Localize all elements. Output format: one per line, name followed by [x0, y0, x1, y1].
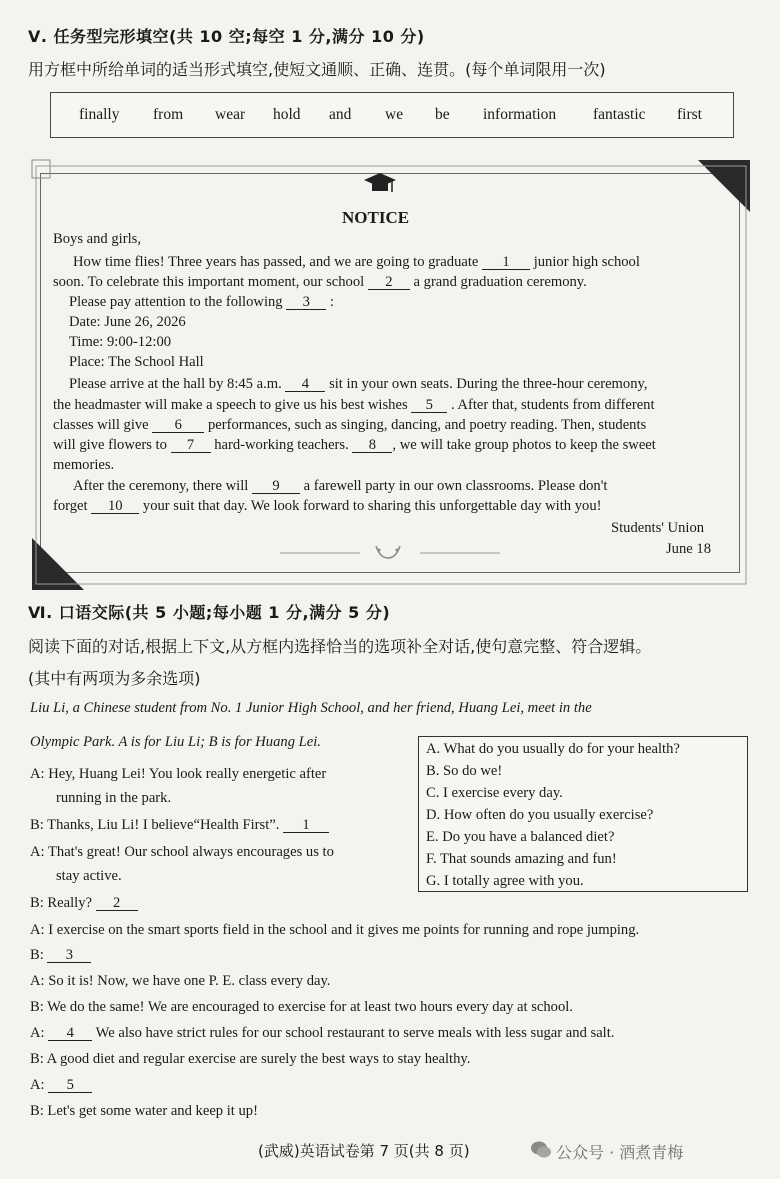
word-item: wear	[215, 106, 246, 123]
wechat-icon	[530, 1140, 552, 1160]
text: the headmaster will make a speech to give us his best wishes	[53, 397, 408, 413]
blank-1: 1	[482, 255, 530, 270]
notice-line	[73, 478, 607, 495]
text: How time flies! Three years has passed, and we are going to graduate	[73, 254, 479, 270]
notice-date: Date: June 26, 2026	[69, 314, 186, 330]
text: hard-working teachers.	[214, 437, 349, 453]
text: a grand graduation ceremony.	[413, 274, 587, 290]
blank-4: 4	[285, 377, 325, 392]
word-item: first	[677, 106, 702, 123]
blank-10: 10	[91, 499, 139, 514]
word-item: fantastic	[593, 106, 646, 123]
dialogue-line: running in the park.	[56, 790, 172, 806]
notice-place: Place: The School Hall	[69, 354, 204, 370]
dialogue-line: A: Hey, Huang Lei! You look really energetic after	[30, 766, 327, 782]
notice-line	[73, 254, 640, 271]
notice-line	[53, 417, 646, 434]
notice-date-signed: June 18	[666, 541, 711, 557]
blank-d4: 4	[48, 1026, 92, 1041]
text: a farewell party in our own classrooms. Please don't	[303, 478, 608, 494]
blank-8: 8	[352, 438, 392, 453]
notice-line	[53, 397, 655, 414]
word-item: be	[435, 106, 450, 123]
option-e: E. Do you have a balanced diet?	[426, 829, 615, 845]
text: A:	[30, 1077, 45, 1093]
text: . After that, students from different	[450, 397, 655, 413]
dialogue-line	[30, 1025, 614, 1042]
text: sit in your own seats. During the three-hour ceremony,	[329, 376, 648, 392]
text: :	[329, 294, 334, 310]
section5-instruction: 用方框中所给单词的适当形式填空,使短文通顺、正确、连贯。(每个单词限用一次)	[28, 60, 606, 79]
notice-line: memories.	[53, 457, 115, 473]
notice-line	[69, 376, 648, 393]
dialogue-line: B: We do the same! We are encouraged to exercise for at least two hours every day at school.	[30, 999, 573, 1015]
text: A:	[30, 1025, 45, 1041]
text: B: Really?	[30, 895, 93, 911]
blank-9: 9	[252, 479, 300, 494]
notice-line	[69, 294, 334, 311]
text: junior high school	[533, 254, 640, 270]
blank-d2: 2	[96, 896, 138, 911]
text: After the ceremony, there will	[73, 478, 249, 494]
page-footer: (武威)英语试卷第 7 页(共 8 页)	[258, 1142, 470, 1160]
text: , we will take group photos to keep the sweet	[392, 437, 656, 453]
notice-signature: Students' Union	[611, 520, 705, 536]
text: We also have strict rules for our school restaurant to serve meals with less sugar and salt.	[95, 1025, 615, 1041]
option-f: F. That sounds amazing and fun!	[426, 851, 617, 867]
text: will give flowers to	[53, 437, 167, 453]
word-item: hold	[273, 106, 301, 123]
blank-d3: 3	[47, 948, 91, 963]
dialogue-line: A: I exercise on the smart sports field in the school and it gives me points for running and rope jumping.	[30, 922, 640, 938]
blank-d1: 1	[283, 818, 329, 833]
dialogue-intro: Liu Li, a Chinese student from No. 1 Junior High School, and her friend, Huang Lei, meet in the	[30, 700, 592, 716]
word-item: we	[385, 106, 404, 123]
dialogue-line: A: So it is! Now, we have one P. E. class every day.	[30, 973, 331, 989]
graduation-cap-icon	[362, 170, 398, 196]
blank-d5: 5	[48, 1078, 92, 1093]
notice-time: Time: 9:00-12:00	[69, 334, 172, 350]
option-g: G. I totally agree with you.	[426, 873, 584, 889]
word-item: information	[483, 106, 557, 123]
notice-line	[53, 437, 656, 454]
section6-instruction: 阅读下面的对话,根据上下文,从方框内选择恰当的选项补全对话,使句意完整、符合逻辑。	[28, 637, 652, 656]
notice-greeting: Boys and girls,	[53, 231, 141, 247]
text: your suit that day. We look forward to sharing this unforgettable day with you!	[142, 498, 602, 514]
notice-heading: NOTICE	[342, 208, 410, 227]
section6-title: Ⅵ. 口语交际(共 5 小题;每小题 1 分,满分 5 分)	[28, 603, 391, 622]
watermark: 公众号 · 酒煮青梅	[556, 1143, 684, 1162]
dialogue-intro: Olympic Park. A is for Liu Li; B is for Huang Lei.	[30, 734, 321, 750]
laurel-icon	[370, 542, 406, 562]
option-a: A. What do you usually do for your health?	[426, 741, 680, 757]
dialogue-line	[30, 817, 329, 834]
option-d: D. How often do you usually exercise?	[426, 807, 654, 823]
dialogue-line	[30, 895, 138, 912]
text: B:	[30, 947, 44, 963]
blank-6: 6	[152, 418, 204, 433]
dialogue-line: B: Let's get some water and keep it up!	[30, 1103, 258, 1119]
section6-instruction-note: (其中有两项为多余选项)	[28, 669, 201, 688]
word-item: finally	[79, 106, 120, 123]
text: B: Thanks, Liu Li! I believe“Health First”.	[30, 817, 280, 833]
word-box	[50, 92, 734, 138]
blank-5: 5	[411, 398, 447, 413]
dialogue-line: stay active.	[56, 868, 122, 884]
section5-title: Ⅴ. 任务型完形填空(共 10 空;每空 1 分,满分 10 分)	[28, 27, 425, 46]
dialogue-line: A: That's great! Our school always encourages us to	[30, 844, 334, 860]
dialogue-line	[30, 1077, 92, 1094]
text: classes will give	[53, 417, 149, 433]
notice-line	[53, 498, 601, 515]
notice-line	[53, 274, 587, 291]
text: Please arrive at the hall by 8:45 a.m.	[69, 376, 282, 392]
word-item: from	[153, 106, 184, 123]
blank-3: 3	[286, 295, 326, 310]
text: performances, such as singing, dancing, and poetry reading. Then, students	[207, 417, 647, 433]
word-item: and	[329, 106, 352, 123]
dialogue-line	[30, 947, 91, 964]
option-b: B. So do we!	[426, 763, 503, 779]
text: soon. To celebrate this important moment, our school	[53, 274, 365, 290]
option-c: C. I exercise every day.	[426, 785, 563, 801]
text: forget	[53, 498, 88, 514]
dialogue-line: B: A good diet and regular exercise are surely the best ways to stay healthy.	[30, 1051, 471, 1067]
text: Please pay attention to the following	[69, 294, 283, 310]
blank-7: 7	[171, 438, 211, 453]
blank-2: 2	[368, 275, 410, 290]
